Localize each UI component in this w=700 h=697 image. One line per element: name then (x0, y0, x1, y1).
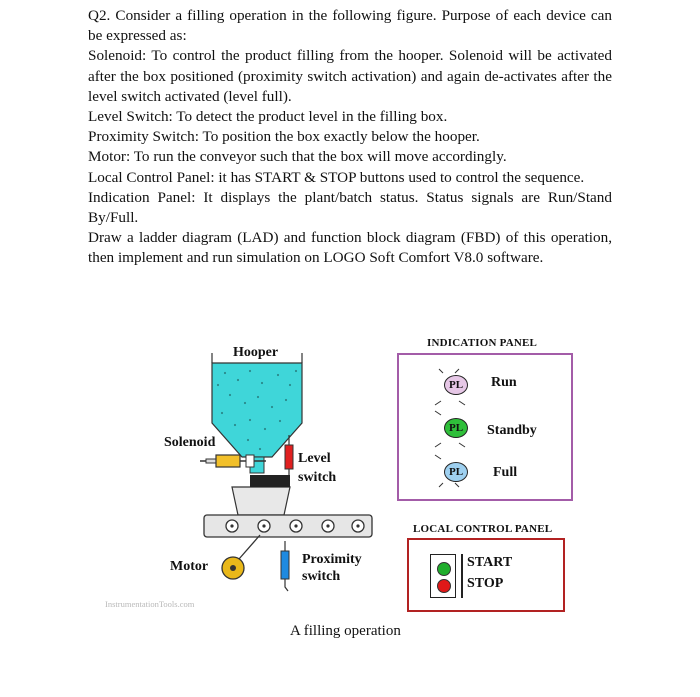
motor-label: Motor (170, 559, 209, 574)
run-lamp: PL (444, 375, 468, 395)
full-status-label: Full (493, 465, 518, 480)
start-label: START (467, 555, 513, 570)
box-product (250, 475, 290, 487)
filling-process-drawing (100, 325, 400, 625)
task-instruction: Draw a ladder diagram (LAD) and function block diagram (FBD) of this operation, then implement and run simulation on LOGO Soft Comfort V8.0 software. (88, 229, 612, 267)
full-lamp: PL (444, 462, 468, 482)
level-switch-description: Level Switch: To detect the product level in the filling box. (88, 108, 448, 126)
question-intro: Q2. Consider a filling operation in the following figure. Purpose of each device can be expressed as: (88, 7, 612, 45)
local-control-panel-title: LOCAL CONTROL PANEL (413, 523, 553, 535)
button-label-divider (461, 554, 463, 598)
proximity-switch-description: Proximity Switch: To position the box exactly below the hooper. (88, 128, 480, 146)
indication-panel-description: Indication Panel: It displays the plant/batch status. Status signals are Run/Stand By/Full. (88, 188, 612, 227)
motor-drive-belt (239, 535, 260, 559)
solenoid-plunger (206, 459, 216, 463)
proximity-switch-bottom-cable (285, 579, 288, 591)
question-text (88, 6, 612, 269)
level-switch-label-line-1: Level (298, 451, 331, 466)
level-switch-body (285, 445, 293, 469)
solenoid-coil (216, 455, 240, 467)
start-button[interactable] (437, 562, 451, 576)
level-switch-label-line-2: switch (298, 470, 337, 485)
hooper-label: Hooper (233, 345, 279, 360)
stop-button[interactable] (437, 579, 451, 593)
motor-hub (230, 565, 236, 571)
motor-description: Motor: To run the conveyor such that the box will move accordingly. (88, 148, 507, 166)
figure-caption: A filling operation (290, 623, 401, 639)
solenoid-label: Solenoid (164, 435, 216, 450)
filling-box (232, 487, 290, 515)
local-control-panel (407, 538, 565, 612)
run-status-label: Run (491, 375, 517, 390)
indication-panel-title: INDICATION PANEL (427, 337, 538, 349)
solenoid-description: Solenoid: To control the product filling from the hooper. Solenoid will be activated after the box positioned (proximity switch activation) and again de-activates after the level switch activated (level full). (88, 47, 612, 105)
local-control-panel-description: Local Control Panel: it has START & STOP buttons used to control the sequence. (88, 168, 585, 186)
filling-operation-figure (100, 325, 620, 655)
standby-lamp: PL (444, 418, 468, 438)
solenoid-valve (246, 455, 254, 467)
stop-label: STOP (467, 576, 504, 591)
standby-status-label: Standby (487, 423, 537, 438)
watermark: InstrumentationTools.com (105, 599, 195, 609)
proximity-switch-body (281, 551, 289, 579)
push-button-station (430, 554, 456, 598)
indication-panel (397, 353, 573, 501)
proximity-switch-label-line-2: switch (302, 569, 341, 584)
proximity-switch-label-line-1: Proximity (302, 552, 362, 567)
